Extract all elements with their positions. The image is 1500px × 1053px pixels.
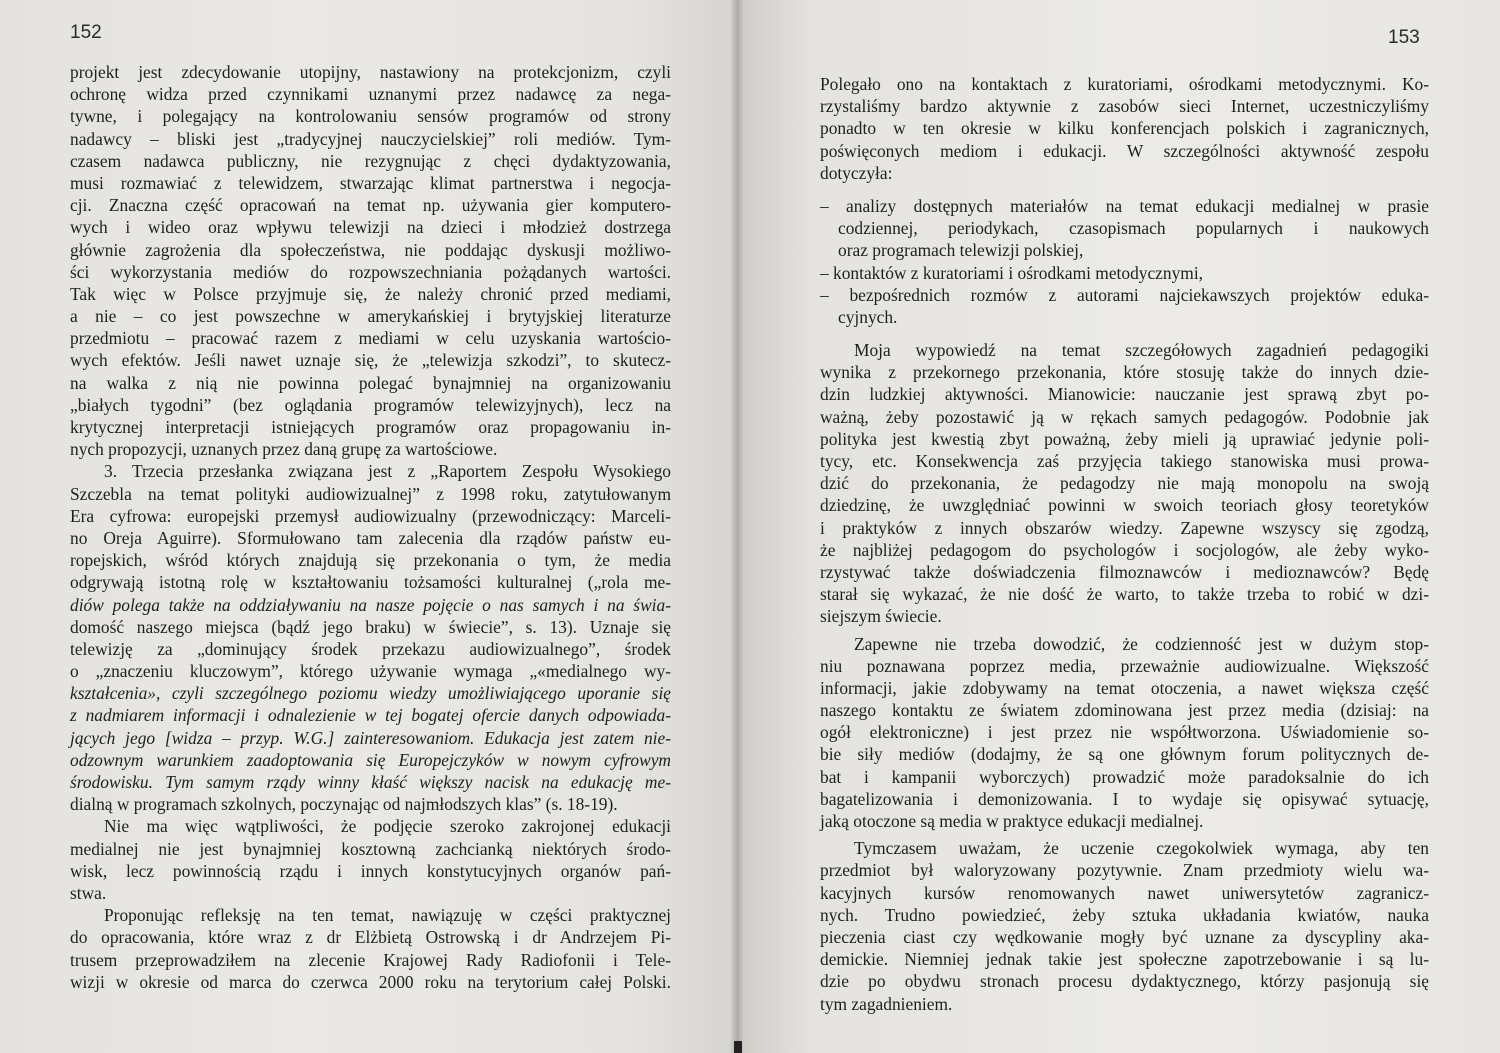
text-line: o „znaczeniu kluczowym”, którego używanie wymaga „«medialnego wy- [70, 661, 671, 682]
text-line: ponadto w ten okresie w kilku konferencjach polskich i zagranicznych, [820, 118, 1429, 139]
text-line: Era cyfrowa: europejski przemysł audiowizualny (przewodniczący: Marceli- [70, 505, 671, 526]
text-line: rzystaliśmy bardzo aktywnie z zasobów sieci Internet, uczestniczyliśmy [820, 96, 1429, 117]
text-line: ochronę widza przed czynnikami uznanymi przez nadawcę za nega- [70, 84, 671, 105]
text-line: jaką otoczone są media w praktyce edukacji medialnej. [820, 811, 1204, 831]
text-line: – bezpośrednich rozmów z autorami najciekawszych projektów eduka- [820, 284, 1429, 305]
left-page [0, 0, 737, 1053]
text-line: tym zagadnieniem. [820, 993, 953, 1014]
text-line: projekt jest zdecydowanie utopijny, nastawiony na protekcjonizm, czyli [70, 62, 671, 82]
text-line: stwa. [70, 882, 107, 903]
text-line: dzin ludzkiej aktywności. Mianowicie: nauczanie jest sprawą zbyt po- [820, 384, 1429, 405]
text-line: że najbliżej pedagogom do psychologów i socjologów, ale żeby wyko- [820, 539, 1429, 560]
right-page-text [820, 73, 1429, 1015]
text-line: środowisku. Tym samym rządy winny kłaść większy nacisk na edukację me- [70, 772, 671, 792]
paragraph-gap [820, 184, 1429, 195]
text-line: i praktyków z innych obszarów wiedzy. Zapewne wszyscy się zgodzą, [820, 517, 1429, 538]
text-line: – kontaktów z kuratoriami i ośrodkami metodycznymi, [820, 262, 1203, 283]
text-line: dotyczyła: [820, 162, 893, 183]
text-line: codziennej, periodykach, czasopismach popularnych i naukowych [838, 218, 1429, 239]
text-line: domość naszego miejsca (bądź jego braku) w świecie”, s. 13). Uznaje się [70, 616, 671, 637]
text-line: musi rozmawiać z telewidzem, stwarzając klimat partnerstwa i negocja- [70, 172, 671, 193]
right-page [737, 0, 1500, 1053]
text-line: ważną, żeby pozostawić ją w rękach samych pedagogów. Podobnie jak [820, 406, 1429, 427]
text-line: ropejskich, wśród których znajdują się przekonania o tym, że media [70, 550, 671, 571]
text-line: Zapewne nie trzeba dowodzić, że codzienność jest w dużym stop- [854, 633, 1429, 654]
text-line: odgrywają istotną rolę w kształtowaniu tożsamości kulturalnej („rola me- [70, 572, 671, 593]
text-line: wych efektów. Jeśli nawet uznaje się, że „telewizja szkodzi”, to skutecz- [70, 350, 671, 371]
text-line: wizji w okresie od marca do czerwca 2000 roku na terytorium całej Polski. [70, 971, 671, 992]
text-line: czasem nadawca publiczny, nie rezygnując z chęci dydaktyzowania, [70, 150, 671, 171]
text-line: Szczebla na temat polityki audiowizualnej” z 1998 roku, zatytułowanym [70, 483, 671, 504]
left-page-text [70, 61, 671, 993]
text-line: wynika z przekornego przekonania, które stosuję także do innych dzie- [820, 362, 1429, 383]
text-line: niu poznawana poprzez media, przeważnie audiowizualne. Większość [820, 655, 1429, 676]
text-line: rzystywać także doświadczenia filmoznawców i medioznawców? Będę [820, 561, 1429, 582]
text-line: dialną w programach szkolnych, poczynając od najmłodszych klas” (s. 18-19). [70, 794, 618, 815]
text-line: nych. Trudno powiedzieć, żeby sztuka układania kwiatów, nauka [820, 904, 1429, 925]
text-line: krytycznej interpretacji istniejących programów oraz propagowaniu in- [70, 417, 671, 437]
text-line: tywne, i polegający na kontrolowaniu sensów programów od strony [70, 106, 671, 127]
text-line: starał się wykazać, że nie dość że warto, to także trzeba to robić w dzi- [820, 584, 1429, 605]
text-line: na walka z nią nie powinna polegać bynajmniej na organizowaniu [70, 372, 671, 393]
text-line: polityka jest kwestią zbyt poważną, żeby mieli ją uprawiać jedynie poli- [820, 428, 1429, 449]
text-line: cyjnych. [838, 306, 898, 327]
text-line: demickie. Niemniej jednak takie jest społeczne zapotrzebowanie i są lu- [820, 949, 1429, 970]
text-line: Tak więc w Polsce przyjmuje się, że należy chronić przed mediami, [70, 283, 671, 304]
text-line: oraz programach telewizji polskiej, [838, 240, 1084, 261]
text-line: ogół elektroniczne) i jest przez nie współtworzona. Uświadomienie so- [820, 722, 1429, 743]
text-line: siejszym świecie. [820, 606, 942, 627]
text-line: dziedzinę, że uwzględniać powinni w swoich teoriach głosy teoretyków [820, 495, 1429, 516]
text-line: telewizję za „dominujący środek przekazu audiowizualnego”, środek [70, 638, 671, 659]
text-line: Moja wypowiedź na temat szczegółowych zagadnień pedagogiki [854, 340, 1429, 361]
text-line: medialnej nie jest bynajmniej kosztowną zachcianką niektórych środo- [70, 838, 671, 859]
text-line: przedmiot był waloryzowany pozytywnie. Znam przedmioty wielu wa- [820, 860, 1429, 881]
text-line: jących jego [widza – przyp. W.G.] zainteresowaniom. Edukacja jest zatem nie- [70, 727, 671, 748]
text-line: kształcenia», czyli szczególnego poziomu wiedzy umożliwiającego uporanie się [70, 683, 671, 704]
text-line: bagatelizowania i demonizowania. I to wydaje się opisywać sytuację, [820, 788, 1429, 809]
text-line: głównie zagrożenia dla społeczeństwa, nie poddając dyskusji możliwo- [70, 239, 671, 260]
page-edge [734, 1041, 742, 1053]
text-line: naszego kontaktu ze światem zdominowana jest przez media (dzisiaj: na [820, 700, 1429, 721]
text-line: przedmiotu – pracować razem z mediami w celu uzyskania wartościo- [70, 328, 671, 349]
text-line: 3. Trzecia przesłanka związana jest z „Raportem Zespołu Wysokiego [104, 461, 671, 482]
text-line: Polegało ono na kontaktach z kuratoriami, ośrodkami metodycznymi. Ko- [820, 74, 1429, 94]
text-line: odzownym warunkiem zaadoptowania się Europejczyków w nowym cyfrowym [70, 749, 671, 770]
text-line: wych i wideo oraz wpływu telewizji na dzieci i młodzież dostrzega [70, 217, 671, 238]
text-line: – analizy dostępnych materiałów na temat edukacji medialnej w prasie [820, 195, 1429, 216]
text-line: ści wykorzystania mediów do rozpowszechniania pożądanych wartości. [70, 261, 671, 282]
text-line: a nie – co jest powszechne w amerykańskiej i brytyjskiej literaturze [70, 306, 671, 327]
text-line: informacji, jakie zdobywamy na temat otoczenia, a nawet większa część [820, 677, 1429, 698]
text-line: nych propozycji, uznanych przez daną grupę za wartościowe. [70, 439, 498, 460]
text-line: Nie ma więc wątpliwości, że podjęcie szeroko zakrojonej edukacji [104, 816, 671, 837]
text-line: bat i kampanii wyborczych) prowadzić może paradoksalnie do ich [820, 766, 1429, 787]
text-line: Proponując refleksję na ten temat, nawiązuję w części praktycznej [104, 905, 671, 926]
book-gutter [730, 0, 744, 1053]
text-line: „białych tygodni” (bez oglądania programów telewizyjnych), lecz na [70, 394, 671, 415]
text-line: diów polega także na oddziaływaniu na nasze pojęcie o nas samych i na świa- [70, 594, 671, 615]
page-number-left: 152 [70, 22, 102, 43]
text-line: wisk, lecz powinnością rządu i innych konstytucyjnych organów pań- [70, 860, 671, 881]
text-line: do opracowania, które wraz z dr Elżbietą Ostrowską i dr Andrzejem Pi- [70, 927, 671, 948]
text-line: Tymczasem uważam, że uczenie czegokolwiek wymaga, aby ten [854, 838, 1429, 859]
text-line: trusem przeprowadziłem na zlecenie Krajowej Rady Radiofonii i Tele- [70, 949, 671, 970]
text-line: cji. Znaczna część opracowań na temat np. używania gier komputero- [70, 195, 671, 216]
text-line: pieczenia ciast czy wędkowanie mogły być uznane za dyscypliny aka- [820, 926, 1429, 947]
text-line: poświęconych mediom i edukacji. W szczególności aktywność zespołu [820, 140, 1429, 161]
paragraph-gap [820, 328, 1429, 339]
text-line: bie siły mediów (dodajmy, że są one głównym forum politycznych de- [820, 744, 1429, 765]
text-line: dzić do przekonania, że pedagodzy nie mają monopolu na swoją [820, 473, 1429, 494]
page-number-right: 153 [1388, 27, 1420, 48]
text-line: no Oreja Aguirre). Sformułowano tam zalecenia dla rządów państw eu- [70, 527, 671, 548]
text-line: kacyjnych kursów renomowanych nawet uniwersytetów zagranicz- [820, 882, 1429, 903]
text-line: nadawcy – bliski jest „tradycyjnej nauczycielskiej” roli mediów. Tym- [70, 128, 671, 149]
text-line: dzie po obydwu stronach procesu dydaktycznego, którzy pasjonują się [820, 971, 1429, 992]
text-line: tycy, etc. Konsekwencja zaś przyjęcia takiego stanowiska musi prowa- [820, 451, 1429, 471]
text-line: z nadmiarem informacji i odnalezienie w tej bogatej ofercie danych odpowiada- [70, 705, 671, 726]
